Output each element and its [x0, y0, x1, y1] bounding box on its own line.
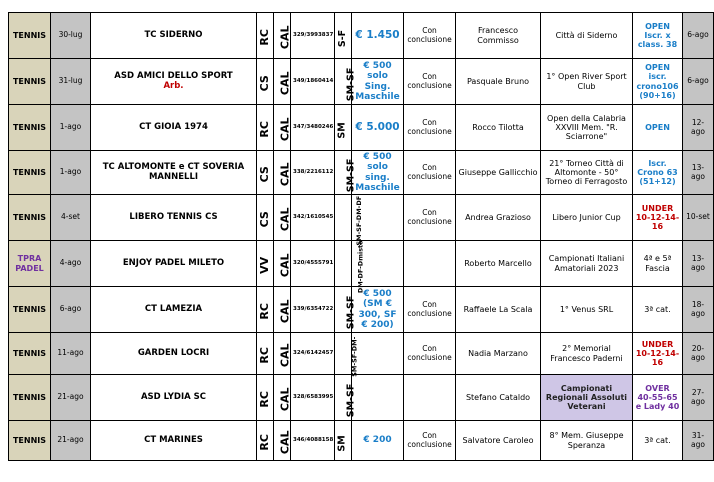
- club-name: GARDEN LOCRI: [137, 347, 210, 358]
- club-name: ASD AMICI DELLO SPORT: [114, 70, 233, 81]
- club-cell: [91, 287, 257, 333]
- event-cell: Libero Junior Cup: [541, 195, 633, 241]
- category-label: SM: [336, 122, 348, 139]
- start-date-cell: 6-ago: [51, 287, 91, 333]
- region-cell: [274, 105, 291, 151]
- referee-cell: Andrea Grazioso: [456, 195, 541, 241]
- club-name: CT MARINES: [144, 434, 203, 445]
- province-label: CS: [257, 211, 271, 228]
- region-cell: [274, 195, 291, 241]
- province-cell: [257, 151, 274, 195]
- conclusion-cell: Con conclusione: [404, 333, 456, 375]
- note-text: Iscr. x class. 38: [637, 30, 678, 50]
- province-label: RC: [257, 29, 271, 46]
- conclusion-cell: [404, 375, 456, 421]
- notes-cell: [633, 333, 683, 375]
- end-date-cell: 18-ago: [683, 287, 714, 333]
- club-name: ASD LYDIA SC: [140, 391, 207, 402]
- prize-cell: € 500 solo sing. Maschile: [352, 151, 404, 195]
- note-label: UNDER: [641, 339, 674, 349]
- category-label: S-F: [337, 30, 349, 48]
- sport-cell: TENNIS: [9, 375, 51, 421]
- end-date-cell: 13-ago: [683, 151, 714, 195]
- conclusion-cell: Con conclusione: [404, 287, 456, 333]
- conclusion-cell: Con conclusione: [404, 151, 456, 195]
- note-text: iscr. crono106 (90+16): [636, 72, 679, 100]
- category-cell: [335, 375, 357, 421]
- club-name: TC SIDERNO: [144, 29, 203, 40]
- category-cell: [335, 421, 352, 461]
- category-cell: [335, 151, 357, 195]
- phone-cell: 347/3480246: [291, 105, 335, 151]
- province-label: RC: [257, 347, 271, 364]
- notes-cell: [633, 195, 683, 241]
- category-cell: [335, 240, 365, 294]
- conclusion-cell: Con conclusione: [404, 59, 456, 105]
- referee-cell: Nadia Marzano: [456, 333, 541, 375]
- category-label: SM-SF: [345, 295, 357, 330]
- region-label: CAL: [278, 343, 292, 368]
- phone-cell: 329/3993837: [291, 13, 335, 59]
- sport-cell: TENNIS: [9, 151, 51, 195]
- region-label: CAL: [278, 253, 292, 278]
- event-cell: 21° Torneo Città di Altomonte - 50° Torneo di Ferragosto: [541, 151, 633, 195]
- event-cell: 1° Open River Sport Club: [541, 59, 633, 105]
- start-date-cell: 31-lug: [51, 59, 91, 105]
- region-label: CAL: [278, 207, 292, 232]
- tournament-table: [8, 12, 714, 461]
- category-cell: [335, 333, 359, 378]
- table-row: [9, 375, 714, 421]
- club-cell: [91, 195, 257, 241]
- province-cell: [257, 13, 274, 59]
- start-date-cell: 21-ago: [51, 421, 91, 461]
- club-cell: [91, 421, 257, 461]
- event-cell: 1° Venus SRL: [541, 287, 633, 333]
- category-label: SM-SF: [345, 67, 357, 102]
- club-name: CT GIOIA 1974: [139, 121, 208, 132]
- province-label: CS: [257, 75, 271, 92]
- start-date-cell: 11-ago: [51, 333, 91, 375]
- region-cell: [274, 241, 291, 287]
- club-cell: [91, 241, 257, 287]
- sport-cell: TENNIS: [9, 195, 51, 241]
- club-name: ENJOY PADEL MILETO: [122, 257, 225, 268]
- referee-cell: Salvatore Caroleo: [456, 421, 541, 461]
- end-date-cell: 6-ago: [683, 59, 714, 105]
- notes-cell: [633, 105, 683, 151]
- notes-cell: [633, 287, 683, 333]
- start-date-cell: 1-ago: [51, 105, 91, 151]
- note-text: 10-12-14-16: [635, 348, 680, 368]
- table-row: [9, 287, 714, 333]
- club-cell: [91, 105, 257, 151]
- province-label: RC: [257, 121, 271, 138]
- referee-cell: Rocco Tilotta: [456, 105, 541, 151]
- referee-cell: Roberto Marcello: [456, 241, 541, 287]
- club-name: CT LAMEZIA: [144, 303, 203, 314]
- region-cell: [274, 151, 291, 195]
- club-name: LIBERO TENNIS CS: [129, 211, 218, 222]
- table-row: [9, 421, 714, 461]
- prize-cell: € 1.450: [352, 13, 404, 59]
- category-label: SM-SF: [345, 158, 357, 193]
- notes-cell: [633, 151, 683, 195]
- conclusion-cell: Con conclusione: [404, 105, 456, 151]
- category-label: DM-DF-Dmisto: [356, 240, 365, 294]
- event-cell: 2° Memorial Francesco Paderni: [541, 333, 633, 375]
- region-cell: [274, 13, 291, 59]
- note-label: UNDER: [641, 203, 674, 213]
- notes-cell: [633, 421, 683, 461]
- sport-cell: TENNIS: [9, 287, 51, 333]
- club-cell: [91, 333, 257, 375]
- phone-cell: 346/4088158: [291, 421, 335, 461]
- note-text: 40-55-65 e Lady 40: [635, 392, 680, 412]
- conclusion-cell: Con conclusione: [404, 421, 456, 461]
- category-cell: [335, 59, 357, 105]
- note-label: OPEN: [645, 21, 670, 31]
- phone-cell: 320/4555791: [291, 241, 335, 287]
- province-label: RC: [257, 303, 271, 320]
- phone-cell: 324/6142457: [291, 333, 335, 375]
- note-label: OPEN: [645, 122, 670, 132]
- sport-cell: TENNIS: [9, 105, 51, 151]
- notes-cell: [633, 375, 683, 421]
- conclusion-cell: [404, 241, 456, 287]
- sport-cell: TENNIS: [9, 13, 51, 59]
- start-date-cell: 4-ago: [51, 241, 91, 287]
- province-label: RC: [257, 391, 271, 408]
- sport-cell: TENNIS: [9, 59, 51, 105]
- conclusion-cell: Con conclusione: [404, 13, 456, 59]
- region-label: CAL: [278, 162, 292, 187]
- notes-cell: [633, 13, 683, 59]
- province-label: CS: [257, 166, 271, 183]
- category-cell: [335, 105, 352, 151]
- start-date-cell: 1-ago: [51, 151, 91, 195]
- notes-cell: [633, 59, 683, 105]
- referee-cell: Stefano Cataldo: [456, 375, 541, 421]
- phone-cell: 338/2216112: [291, 151, 335, 195]
- event-cell: Open della Calabria XXVIII Mem. "R. Sciarrone": [541, 105, 633, 151]
- province-label: VV: [258, 257, 272, 275]
- table-row: [9, 105, 714, 151]
- end-date-cell: 6-ago: [683, 13, 714, 59]
- region-cell: [274, 375, 291, 421]
- region-label: CAL: [278, 430, 292, 455]
- referee-cell: Raffaele La Scala: [456, 287, 541, 333]
- province-label: RC: [257, 434, 271, 451]
- prize-cell: € 5.000: [352, 105, 404, 151]
- end-date-cell: 12-ago: [683, 105, 714, 151]
- tournament-table-wrapper: [8, 12, 714, 461]
- sport-cell: TENNIS: [9, 421, 51, 461]
- prize-cell: € 500 solo Sing. Maschile: [352, 59, 404, 105]
- note-label: OPEN: [645, 63, 670, 73]
- sport-cell: TENNIS: [9, 333, 51, 375]
- region-label: CAL: [278, 25, 292, 50]
- category-label: SM-SF: [345, 383, 357, 418]
- event-cell: Campionati Regionali Assoluti Veterani: [541, 375, 633, 421]
- end-date-cell: 31-ago: [683, 421, 714, 461]
- province-cell: [257, 375, 274, 421]
- category-label: SM-SF-DM-DF: [355, 196, 364, 246]
- region-label: CAL: [278, 299, 292, 324]
- club-cell: [91, 59, 257, 105]
- table-row: [9, 13, 714, 59]
- prize-cell: € 200: [352, 421, 404, 461]
- category-label: SM-SF-DM-: [350, 337, 359, 378]
- event-cell: 8° Mem. Giuseppe Speranza: [541, 421, 633, 461]
- prize-cell: [350, 333, 404, 378]
- province-cell: [257, 287, 274, 333]
- region-cell: [274, 333, 291, 375]
- prize-cell: [352, 375, 404, 421]
- conclusion-cell: Con conclusione: [404, 195, 456, 241]
- start-date-cell: 4-set: [51, 195, 91, 241]
- end-date-cell: 20-ago: [683, 333, 714, 375]
- prize-cell: € 500 (SM € 300, SF € 200): [352, 287, 404, 333]
- start-date-cell: 30-lug: [51, 13, 91, 59]
- province-cell: [257, 105, 274, 151]
- region-label: CAL: [278, 71, 292, 96]
- note-text: 4ª e 5ª Fascia: [643, 254, 672, 273]
- table-row: [9, 59, 714, 105]
- phone-cell: 349/1860414: [291, 59, 335, 105]
- category-label: SM: [336, 435, 348, 452]
- province-cell: [257, 421, 274, 461]
- province-cell: [257, 241, 274, 287]
- note-text: Iscr. Crono 63 (51+12): [637, 158, 678, 187]
- table-row: [9, 241, 714, 287]
- region-cell: [274, 421, 291, 461]
- referee-cell: Giuseppe Gallicchio: [456, 151, 541, 195]
- region-cell: [274, 59, 291, 105]
- province-cell: [257, 59, 274, 105]
- end-date-cell: 10-set: [683, 195, 714, 241]
- category-cell: [335, 13, 352, 59]
- start-date-cell: 21-ago: [51, 375, 91, 421]
- table-row: [9, 151, 714, 195]
- province-cell: [257, 333, 274, 375]
- phone-cell: 339/6354722: [291, 287, 335, 333]
- referee-cell: Pasquale Bruno: [456, 59, 541, 105]
- end-date-cell: 13-ago: [683, 241, 714, 287]
- club-cell: [91, 375, 257, 421]
- table-row: [9, 333, 714, 375]
- sport-cell: TPRA PADEL: [9, 241, 51, 287]
- phone-cell: 342/1610545: [291, 195, 335, 241]
- note-text: 3ª cat.: [644, 435, 671, 445]
- club-cell: [91, 13, 257, 59]
- phone-cell: 328/6583995: [291, 375, 335, 421]
- end-date-cell: 27-ago: [683, 375, 714, 421]
- referee-cell: Francesco Commisso: [456, 13, 541, 59]
- event-cell: Campionati Italiani Amatoriali 2023: [541, 241, 633, 287]
- note-text: 3ª cat.: [644, 304, 671, 314]
- club-name: TC ALTOMONTE e CT SOVERIA MANNELLI: [102, 161, 245, 182]
- club-cell: [91, 151, 257, 195]
- event-cell: Città di Siderno: [541, 13, 633, 59]
- region-label: CAL: [278, 387, 292, 412]
- category-cell: [335, 287, 357, 333]
- table-row: [9, 195, 714, 241]
- province-cell: [257, 195, 274, 241]
- region-label: CAL: [278, 117, 292, 142]
- club-extra: Arb.: [163, 80, 184, 91]
- notes-cell: [633, 241, 683, 287]
- region-cell: [274, 287, 291, 333]
- category-cell: [335, 195, 364, 246]
- note-text: 10-12-14-16: [635, 212, 680, 232]
- note-label: OVER: [645, 383, 670, 393]
